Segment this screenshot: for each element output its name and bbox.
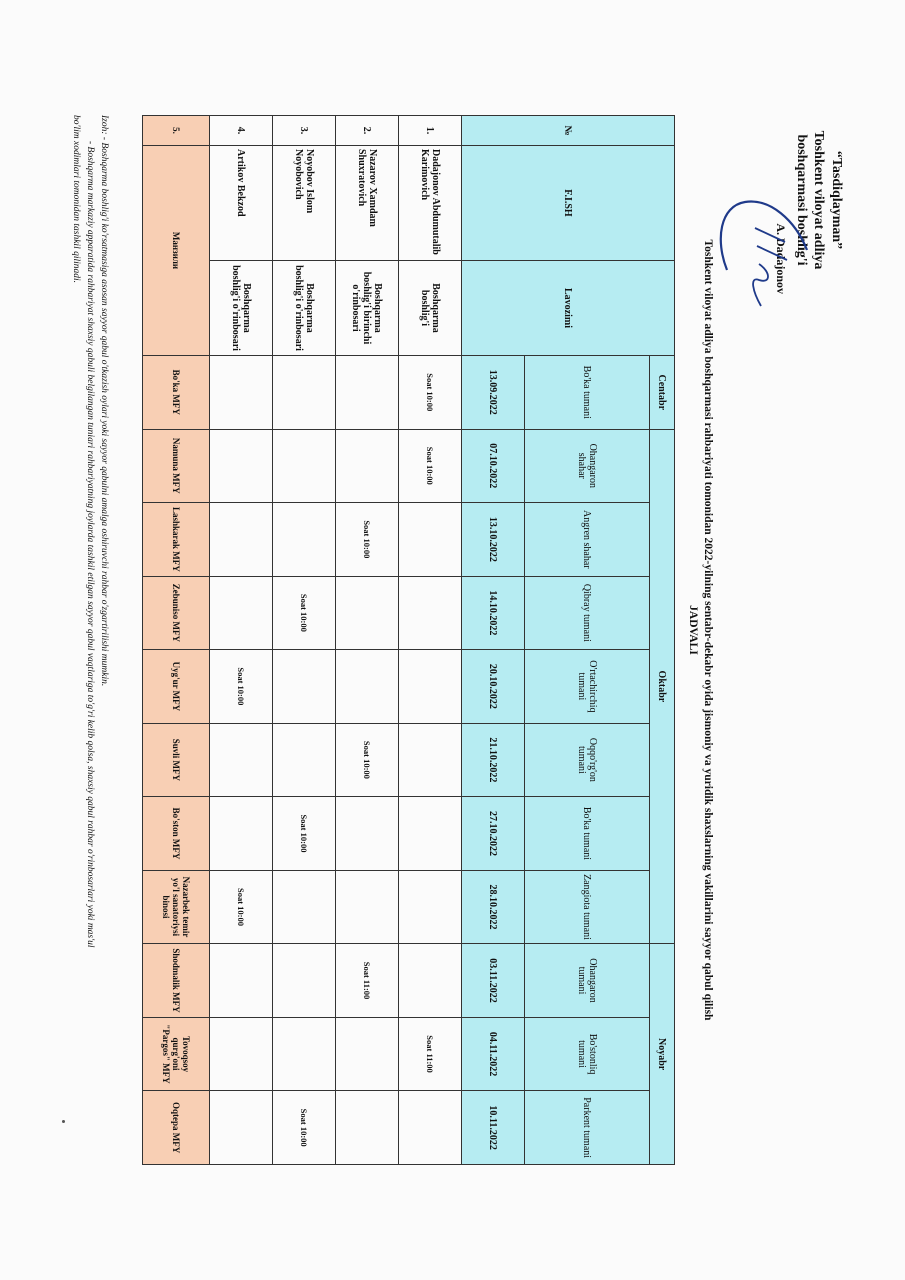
month-sentabr: Centabr bbox=[650, 356, 675, 430]
schedule-cell: Soat 10:00 bbox=[399, 429, 462, 503]
address-cell: Bo'ka MFY bbox=[143, 356, 210, 430]
schedule-cell bbox=[336, 870, 399, 944]
schedule-cell bbox=[210, 356, 273, 430]
row-num: 1. bbox=[399, 116, 462, 146]
schedule-cell bbox=[273, 429, 336, 503]
note-line: bo'lim xodimlari tomonidan tashkil qilinadi. bbox=[71, 115, 82, 284]
schedule-cell: Soat 10:00 bbox=[210, 870, 273, 944]
date-cell: 13.10.2022 bbox=[462, 503, 525, 577]
schedule-cell bbox=[273, 650, 336, 724]
address-cell: Suvli MFY bbox=[143, 723, 210, 797]
address-cell: Zebuniso MFY bbox=[143, 576, 210, 650]
schedule-cell bbox=[210, 797, 273, 871]
district-cell: Bo'stonliq tumani bbox=[525, 1017, 650, 1091]
date-cell: 07.10.2022 bbox=[462, 429, 525, 503]
schedule-cell bbox=[210, 503, 273, 577]
schedule-cell: Soat 10:00 bbox=[273, 576, 336, 650]
address-cell: Bo'ston MFY bbox=[143, 797, 210, 871]
schedule-cell: Soat 11:00 bbox=[336, 944, 399, 1018]
schedule-cell bbox=[210, 429, 273, 503]
scan-speck bbox=[62, 1120, 65, 1123]
approval-line-1: Toshkent viloyat adliya bbox=[811, 130, 827, 270]
schedule-cell bbox=[210, 1091, 273, 1165]
table-row bbox=[336, 116, 399, 1165]
title-line: Toshkent viloyat adliya boshqarmasi rahbariyati tomonidan 2022-yilning sentabr-dekabr oyida jismoniy va yuridik shaxslarning vakillarini sayyor qabul qilish bbox=[702, 239, 714, 1021]
header-name: F.I.SH bbox=[462, 146, 675, 261]
row-position: Boshqarma boshlig'i bbox=[399, 261, 462, 356]
row-name: Dadajonov Abdumutalib Karimovich bbox=[399, 146, 462, 261]
schedule-cell: Soat 11:00 bbox=[399, 1017, 462, 1091]
district-cell: Parkent tumani bbox=[525, 1091, 650, 1165]
schedule-cell: Soat 10:00 bbox=[273, 1091, 336, 1165]
header-position: Lavozimi bbox=[462, 261, 675, 356]
schedule-cell bbox=[399, 944, 462, 1018]
address-cell: Lashkarak MFY bbox=[143, 503, 210, 577]
district-cell: O'rtachirchiq tumani bbox=[525, 650, 650, 724]
date-cell: 14.10.2022 bbox=[462, 576, 525, 650]
schedule-cell bbox=[399, 723, 462, 797]
month-oktabr: Oktabr bbox=[650, 429, 675, 944]
schedule-cell bbox=[336, 797, 399, 871]
schedule-cell: Soat 10:00 bbox=[273, 797, 336, 871]
date-cell: 27.10.2022 bbox=[462, 797, 525, 871]
address-cell: Shodmalik MFY bbox=[143, 944, 210, 1018]
row-name: Nazarov Xamdam Shuxratovich bbox=[336, 146, 399, 261]
schedule-cell bbox=[273, 870, 336, 944]
schedule-cell bbox=[273, 944, 336, 1018]
approval-line-2: boshqarmasi boshlig'i bbox=[794, 134, 809, 266]
district-cell: Ohangaron tumani bbox=[525, 944, 650, 1018]
schedule-cell bbox=[210, 723, 273, 797]
month-noyabr: Noyabr bbox=[650, 944, 675, 1165]
row-position: Boshqarma boshlig'i birinchi o'rinbosari bbox=[336, 261, 399, 356]
title-jadvali: JADVALI bbox=[687, 605, 700, 655]
row-position: Boshqarma boshlig'i o'rinbosari bbox=[273, 261, 336, 356]
row-name: Artikov Bekzod bbox=[210, 146, 273, 261]
schedule-cell bbox=[336, 1091, 399, 1165]
row-num: 2. bbox=[336, 116, 399, 146]
date-cell: 04.11.2022 bbox=[462, 1017, 525, 1091]
address-row-num: 5. bbox=[143, 116, 210, 146]
footnotes bbox=[69, 115, 110, 1165]
schedule-cell bbox=[273, 503, 336, 577]
schedule-cell bbox=[210, 944, 273, 1018]
district-cell: Bo'ka tumani bbox=[525, 356, 650, 430]
address-cell: Uyg'ur MFY bbox=[143, 650, 210, 724]
note-line: Izoh: - Boshqarma boshlig'i ko'rsatmasiga asosan sayyor qabul o'tkazish oylari yoki sayyor qabulni amalga oshiruvchi rahbar o'zgartirilishi mumkin. bbox=[99, 115, 109, 687]
approval-heading: “Tasdiqlayman” bbox=[829, 150, 844, 250]
schedule-cell bbox=[399, 1091, 462, 1165]
district-cell: Zangiota tumani bbox=[525, 870, 650, 944]
row-num: 4. bbox=[210, 116, 273, 146]
address-row-label: Манзили bbox=[143, 146, 210, 356]
header-num: № bbox=[462, 116, 675, 146]
date-cell: 10.11.2022 bbox=[462, 1091, 525, 1165]
schedule-cell bbox=[336, 576, 399, 650]
district-cell: Qibray tumani bbox=[525, 576, 650, 650]
schedule-cell bbox=[399, 870, 462, 944]
note-line: - Boshqarma markaziy apparatida rahbariyat shaxsiy qabuli belgilangan tuniari rahbariyatning joylarda tashkil etilgan sayyor qabul vaqtlariga to'g'ri kelib qolsa, shaxsiy qabul rahbar o'rinbosarlari yoki mas'ul bbox=[85, 141, 96, 948]
row-position: Boshqarma boshlig'i o'rinbosari bbox=[210, 261, 273, 356]
address-cell: Namuna MFY bbox=[143, 429, 210, 503]
schedule-cell bbox=[273, 356, 336, 430]
table-row bbox=[273, 116, 336, 1165]
address-cell: Tovoqsoy qurg'oni "Pargos" MFY bbox=[143, 1017, 210, 1091]
schedule-cell: Soat 10:00 bbox=[336, 503, 399, 577]
schedule-cell bbox=[273, 723, 336, 797]
address-cell: Oqtepa MFY bbox=[143, 1091, 210, 1165]
district-cell: Angren shahar bbox=[525, 503, 650, 577]
date-cell: 21.10.2022 bbox=[462, 723, 525, 797]
handwritten-signature bbox=[705, 180, 815, 320]
date-cell: 03.11.2022 bbox=[462, 944, 525, 1018]
signer-name: A. Dadajonov bbox=[774, 223, 789, 294]
schedule-cell: Soat 10:00 bbox=[399, 356, 462, 430]
address-row bbox=[143, 116, 210, 1165]
schedule-cell bbox=[399, 576, 462, 650]
schedule-cell bbox=[399, 503, 462, 577]
district-cell: Bo'ka tumani bbox=[525, 797, 650, 871]
district-cell: Ohangaron shahar bbox=[525, 429, 650, 503]
schedule-cell bbox=[399, 650, 462, 724]
table-row bbox=[210, 116, 273, 1165]
schedule-cell bbox=[336, 1017, 399, 1091]
date-cell: 28.10.2022 bbox=[462, 870, 525, 944]
schedule-table bbox=[142, 115, 675, 1165]
schedule-cell bbox=[273, 1017, 336, 1091]
row-name: Noyobov Islom Noyobovich bbox=[273, 146, 336, 261]
address-cell: Nazarbek temir yo'l sanatoriysi binosi bbox=[143, 870, 210, 944]
document-title bbox=[685, 80, 715, 1180]
schedule-cell bbox=[336, 356, 399, 430]
schedule-cell bbox=[336, 429, 399, 503]
schedule-cell: Soat 10:00 bbox=[336, 723, 399, 797]
date-cell: 13.09.2022 bbox=[462, 356, 525, 430]
row-num: 3. bbox=[273, 116, 336, 146]
schedule-cell: Soat 10:00 bbox=[210, 650, 273, 724]
schedule-cell bbox=[399, 797, 462, 871]
table-row bbox=[399, 116, 462, 1165]
schedule-cell bbox=[210, 1017, 273, 1091]
schedule-cell bbox=[210, 576, 273, 650]
district-cell: Oqqo'rg'on tumani bbox=[525, 723, 650, 797]
schedule-cell bbox=[336, 650, 399, 724]
date-cell: 20.10.2022 bbox=[462, 650, 525, 724]
